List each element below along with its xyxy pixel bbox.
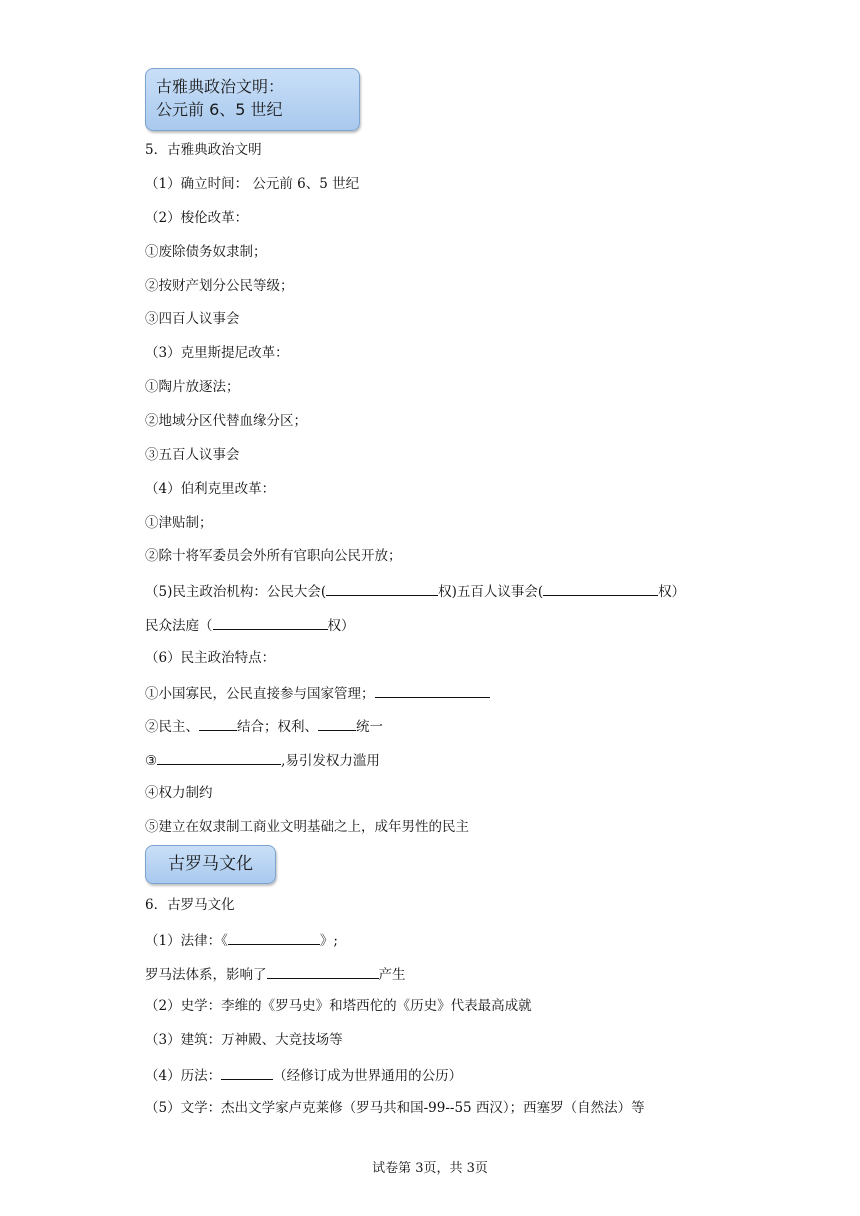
athens-item-3-3: ③五百人议事会 xyxy=(145,447,240,463)
rome-item-4-text-a: （4）历法： xyxy=(145,1068,222,1084)
athens-item-6-2 xyxy=(145,716,383,736)
athens-heading: 5．古雅典政治文明 xyxy=(145,142,262,158)
athens-banner xyxy=(145,68,360,131)
athens-item-2-3: ③四百人议事会 xyxy=(145,311,240,327)
feature-2-blank-b[interactable] xyxy=(318,716,356,731)
rome-item-4-text-b: （经修订成为世界通用的公历） xyxy=(273,1068,463,1084)
athens-item-5-text-c: 权） xyxy=(658,584,686,600)
rome-item-1-text-b: 》; xyxy=(319,933,338,949)
athens-item-2-1: ①废除债务奴隶制； xyxy=(145,244,267,260)
calendar-blank[interactable] xyxy=(221,1065,273,1080)
athens-item-6-2-text-b: 结合；权利、 xyxy=(237,719,318,735)
rome-heading: 6．古罗马文化 xyxy=(145,897,235,913)
athens-item-6-3-text-b: ,易引发权力滥用 xyxy=(281,753,380,769)
athens-item-4-1: ①津贴制； xyxy=(145,515,213,531)
feature-2-blank-a[interactable] xyxy=(199,716,237,731)
athens-item-6-4: ④权力制约 xyxy=(145,785,213,801)
rome-item-1 xyxy=(145,930,338,950)
athens-item-4-2: ②除十将军委员会外所有官职向公民开放； xyxy=(145,548,402,564)
athens-item-5 xyxy=(145,581,685,601)
athens-item-6-3-text-a: ③ xyxy=(145,753,158,769)
rome-banner-title: 古罗马文化 xyxy=(168,854,253,874)
athens-item-3-1: ①陶片放逐法； xyxy=(145,379,240,395)
rome-item-4 xyxy=(145,1065,462,1085)
court-power-blank[interactable] xyxy=(213,615,328,630)
athens-item-5-text-d: 民众法庭（ xyxy=(145,618,213,634)
athens-banner-title: 古雅典政治文明： xyxy=(156,77,285,96)
rome-item-2: （2）史学：李维的《罗马史》和塔西佗的《历史》代表最高成就 xyxy=(145,998,532,1014)
athens-item-2: （2）梭伦改革： xyxy=(145,210,249,226)
athens-item-5-text-e: 权） xyxy=(327,618,355,634)
page-footer: 试卷第 3页，共 3页 xyxy=(372,1161,488,1176)
law-name-blank[interactable] xyxy=(228,930,320,945)
athens-item-6-2-text-a: ②民主、 xyxy=(145,719,199,735)
athens-item-6-3 xyxy=(145,750,380,770)
feature-1-blank[interactable] xyxy=(375,683,490,698)
athens-item-3-2: ②地域分区代替血缘分区； xyxy=(145,413,307,429)
athens-item-5-text-b: 权)五百人议事会( xyxy=(438,584,544,600)
rome-item-5: （5）文学：杰出文学家卢克莱修（罗马共和国-99--55 西汉）；西塞罗（自然法）等 xyxy=(145,1100,645,1116)
assembly-power-blank[interactable] xyxy=(326,581,438,596)
law-influence-blank[interactable] xyxy=(267,964,379,979)
rome-item-1-text-d: 产生 xyxy=(378,967,406,983)
athens-item-6-5: ⑤建立在奴隶制工商业文明基础之上，成年男性的民主 xyxy=(145,819,469,835)
rome-item-3: （3）建筑：万神殿、大竞技场等 xyxy=(145,1032,343,1048)
athens-item-6-1-text: ①小国寡民，公民直接参与国家管理； xyxy=(145,686,375,702)
feature-3-blank[interactable] xyxy=(157,750,281,765)
athens-item-6-2-text-c: 统一 xyxy=(356,719,383,735)
council-power-blank[interactable] xyxy=(543,581,658,596)
rome-banner xyxy=(145,845,276,884)
athens-item-5-cont xyxy=(145,615,355,635)
athens-item-6-1 xyxy=(145,683,490,703)
rome-item-1-cont xyxy=(145,964,406,984)
rome-item-1-text-c: 罗马法体系，影响了 xyxy=(145,967,267,983)
athens-item-5-text-a: （5)民主政治机构：公民大会( xyxy=(145,584,327,600)
rome-item-1-text-a: （1）法律：《 xyxy=(145,933,228,949)
athens-item-6: （6）民主政治特点： xyxy=(145,650,276,666)
athens-item-1: （1）确立时间： 公元前 6、5 世纪 xyxy=(145,176,360,192)
athens-item-4: （4）伯利克里改革： xyxy=(145,481,276,497)
athens-banner-period: 公元前 6、5 世纪 xyxy=(156,100,283,119)
athens-item-2-2: ②按财产划分公民等级； xyxy=(145,278,294,294)
athens-item-3: （3）克里斯提尼改革： xyxy=(145,345,289,361)
